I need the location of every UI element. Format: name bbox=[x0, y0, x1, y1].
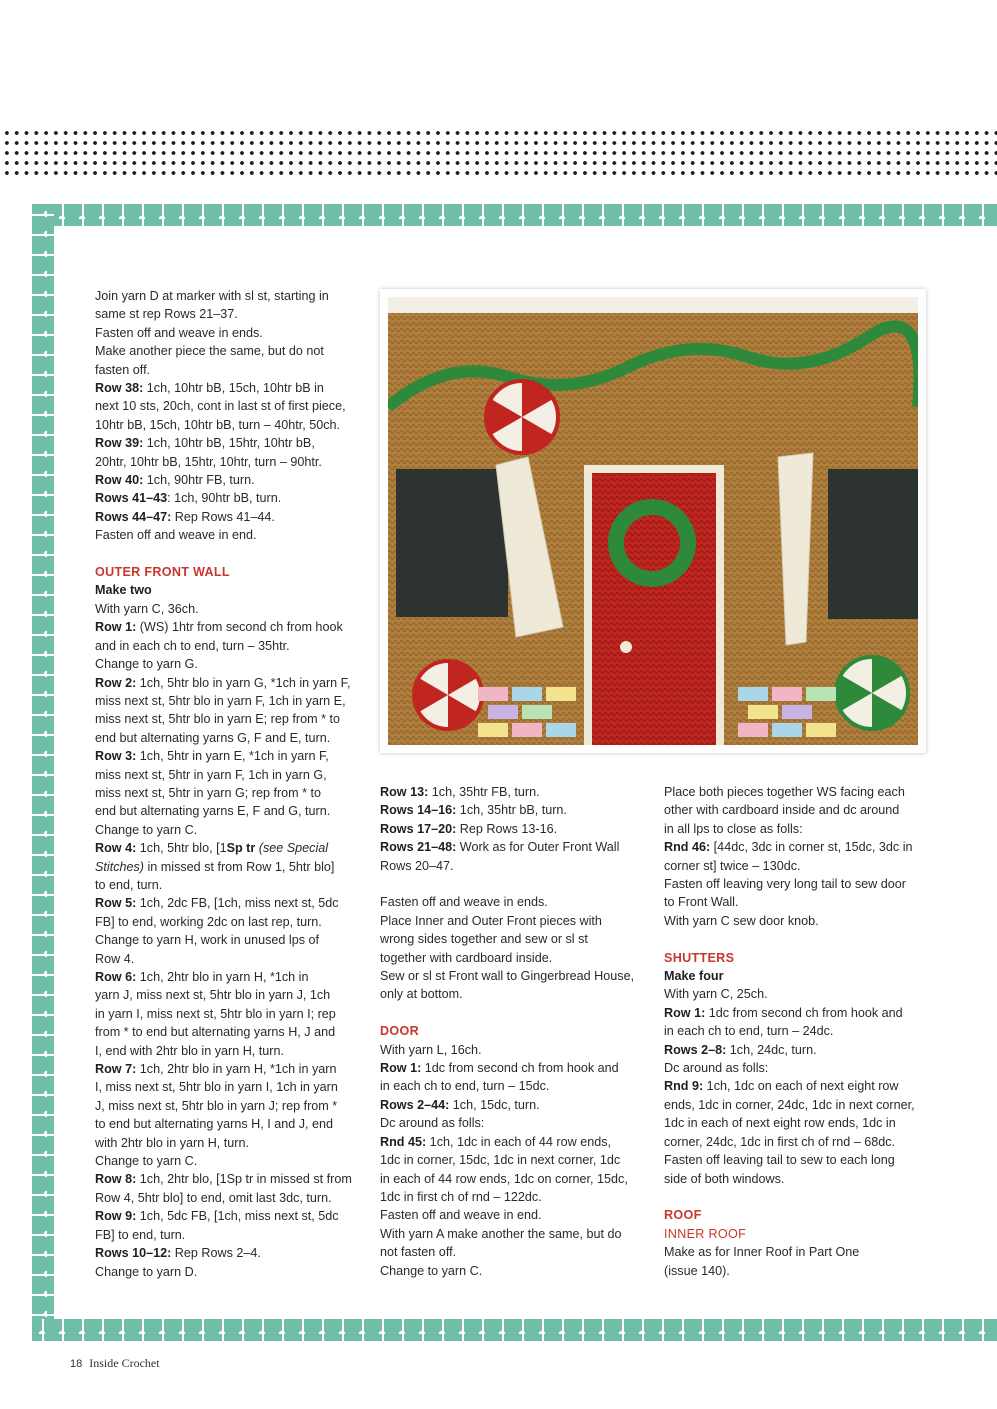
text-line: Change to yarn C. bbox=[95, 1154, 198, 1169]
row-9: Row 9: 1ch, 5dc FB, [1ch, miss next st, 5dc bbox=[95, 1209, 339, 1224]
rows-21-48: Rows 21–48: Work as for Outer Front Wall bbox=[380, 840, 620, 855]
text-line: Dc around as folls: bbox=[380, 1116, 485, 1131]
subheading: Make four bbox=[664, 969, 724, 984]
text-line: to end, turn. bbox=[95, 877, 163, 892]
door-row-1: Row 1: 1dc from second ch from hook and bbox=[380, 1061, 619, 1076]
text-line: Place both pieces together WS facing each bbox=[664, 785, 905, 799]
text-line: With yarn C, 25ch. bbox=[664, 987, 768, 1002]
text-line: 1dc in corner, 15dc, 1dc in next corner, 1dc bbox=[380, 1153, 621, 1168]
text-column-3 bbox=[664, 783, 934, 1280]
text-line: fasten off. bbox=[95, 362, 151, 377]
rows-14-16: Rows 14–16: 1ch, 35htr bB, turn. bbox=[380, 803, 567, 818]
text-line: (issue 140). bbox=[664, 1263, 730, 1278]
text-line: Fasten off leaving very long tail to sew door bbox=[664, 877, 906, 892]
text-line: With yarn C sew door knob. bbox=[664, 913, 819, 928]
text-line: Change to yarn C. bbox=[95, 822, 198, 837]
text-line: FB] to end, turn. bbox=[95, 1227, 186, 1242]
page-number: 18 bbox=[70, 1358, 83, 1370]
text-column-1 bbox=[95, 287, 365, 1281]
text-line: together with cardboard inside. bbox=[380, 950, 553, 965]
decorative-border-left bbox=[32, 204, 54, 1341]
text-line: Make another piece the same, but do not bbox=[95, 344, 324, 359]
text-line: and in each ch to end, turn – 35htr. bbox=[95, 638, 290, 653]
text-line: corner, 24dc, 1dc in first ch of rnd – 68dc. bbox=[664, 1134, 896, 1149]
section-heading-door: DOOR bbox=[380, 1024, 419, 1039]
text-line: in each of 44 row ends, 1dc on corner, 15dc, bbox=[380, 1171, 628, 1186]
door-rnd-45: Rnd 45: 1ch, 1dc in each of 44 row ends, bbox=[380, 1134, 612, 1149]
rnd-46: Rnd 46: [44dc, 3dc in corner st, 15dc, 3dc in bbox=[664, 840, 913, 855]
rows-41-43: Rows 41–43: 1ch, 90htr bB, turn. bbox=[95, 491, 282, 506]
row-39: Row 39: 1ch, 10htr bB, 15htr, 10htr bB, bbox=[95, 436, 315, 451]
text-column-2 bbox=[380, 783, 648, 1280]
text-line: in each ch to end, turn – 15dc. bbox=[380, 1079, 550, 1094]
shutter-rows-2-8: Rows 2–8: 1ch, 24dc, turn. bbox=[664, 1042, 817, 1057]
row-7: Row 7: 1ch, 2htr blo in yarn H, *1ch in yarn bbox=[95, 1062, 337, 1077]
rows-44-47: Rows 44–47: Rep Rows 41–44. bbox=[95, 509, 275, 524]
subheading: Make two bbox=[95, 583, 152, 598]
text-line: I, end with 2htr blo in yarn H, turn. bbox=[95, 1043, 284, 1058]
rows-10-12: Rows 10–12: Rep Rows 2–4. bbox=[95, 1246, 261, 1261]
text-line: Row 4. bbox=[95, 951, 135, 966]
text-line: in yarn I, miss next st, 5htr blo in yarn I; rep bbox=[95, 1006, 336, 1021]
text-line: Make as for Inner Roof in Part One bbox=[664, 1245, 860, 1260]
text-line: end but alternating yarns G, F and E, turn. bbox=[95, 730, 331, 745]
text-line: Place Inner and Outer Front pieces with bbox=[380, 913, 602, 928]
row-4: Row 4: 1ch, 5htr blo, [1Sp tr (see Special bbox=[95, 841, 329, 856]
text-line: I, miss next st, 5htr blo in yarn I, 1ch in yarn bbox=[95, 1080, 338, 1095]
shutter-row-1: Row 1: 1dc from second ch from hook and bbox=[664, 1005, 903, 1020]
crochet-house-illustration bbox=[388, 297, 918, 745]
text-line: Change to yarn D. bbox=[95, 1264, 198, 1279]
text-line: in all lps to close as folls: bbox=[664, 821, 803, 836]
text-line: only at bottom. bbox=[380, 987, 463, 1002]
text-line: to end but alternating yarns H, I and J, end bbox=[95, 1117, 334, 1132]
text-line: 10htr bB, 15ch, 10htr bB, turn – 40htr, 50ch. bbox=[95, 417, 341, 432]
row-2: Row 2: 1ch, 5htr blo in yarn G, *1ch in yarn F, bbox=[95, 675, 351, 690]
text-line: With yarn C, 36ch. bbox=[95, 601, 199, 616]
row-8: Row 8: 1ch, 2htr blo, [1Sp tr in missed st from bbox=[95, 1172, 352, 1187]
row-38: Row 38: 1ch, 10htr bB, 15ch, 10htr bB in bbox=[95, 381, 324, 396]
text-line: side of both windows. bbox=[664, 1171, 785, 1186]
dotted-header-band bbox=[0, 128, 997, 176]
text-line: With yarn L, 16ch. bbox=[380, 1042, 482, 1057]
decorative-border-top bbox=[32, 204, 997, 226]
text-line: miss next st, 5htr in yarn G; rep from * to bbox=[95, 785, 322, 800]
section-heading-roof: ROOF bbox=[664, 1208, 702, 1223]
text-line: Stitches) in missed st from Row 1, 5htr blo] bbox=[95, 859, 335, 874]
magazine-title: Inside Crochet bbox=[89, 1356, 160, 1370]
text-line: from * to end but alternating yarns H, J and bbox=[95, 1025, 336, 1040]
text-line: other with cardboard inside and dc around bbox=[664, 803, 900, 818]
text-line: miss next st, 5htr in yarn F, 1ch in yarn G, bbox=[95, 767, 327, 782]
text-line: in each ch to end, turn – 24dc. bbox=[664, 1024, 834, 1039]
text-line: Fasten off and weave in ends. bbox=[380, 895, 548, 910]
text-line: ends, 1dc in corner, 24dc, 1dc in next corner, bbox=[664, 1097, 915, 1112]
text-line: Fasten off and weave in end. bbox=[95, 528, 257, 543]
text-line: Sew or sl st Front wall to Gingerbread House, bbox=[380, 969, 635, 984]
row-3: Row 3: 1ch, 5htr in yarn E, *1ch in yarn F, bbox=[95, 749, 329, 764]
text-line: With yarn A make another the same, but do bbox=[380, 1226, 622, 1241]
section-heading-outer-front-wall: OUTER FRONT WALL bbox=[95, 565, 230, 580]
text-line: to Front Wall. bbox=[664, 895, 739, 910]
text-line: miss next st, 5htr blo in yarn E; rep from * to bbox=[95, 712, 340, 727]
text-line: corner st] twice – 130dc. bbox=[664, 858, 801, 873]
rows-17-20: Rows 17–20: Rep Rows 13-16. bbox=[380, 821, 558, 836]
text-line: 20htr, 10htr bB, 15htr, 10htr, turn – 90htr. bbox=[95, 454, 322, 469]
row-1: Row 1: (WS) 1htr from second ch from hook bbox=[95, 620, 343, 635]
row-40: Row 40: 1ch, 90htr FB, turn. bbox=[95, 473, 255, 488]
page-footer bbox=[70, 1356, 160, 1371]
text-line: 1dc in each of next eight row ends, 1dc in bbox=[664, 1116, 896, 1131]
text-line: same st rep Rows 21–37. bbox=[95, 307, 238, 322]
text-line: Change to yarn H, work in unused lps of bbox=[95, 933, 320, 948]
text-line: miss next st, 5htr blo in yarn F, 1ch in yarn E, bbox=[95, 693, 346, 708]
text-line: not fasten off. bbox=[380, 1245, 457, 1260]
text-line: Dc around as folls: bbox=[664, 1061, 769, 1076]
text-line: Join yarn D at marker with sl st, starting in bbox=[95, 289, 329, 303]
subheading-inner-roof: INNER ROOF bbox=[664, 1226, 747, 1241]
text-line: FB] to end, working 2dc on last rep, turn. bbox=[95, 914, 322, 929]
text-line: Rows 20–47. bbox=[380, 858, 454, 873]
text-line: J, miss next st, 5htr blo in yarn J; rep from * bbox=[95, 1098, 338, 1113]
decorative-border-bottom bbox=[32, 1319, 997, 1341]
row-13: Row 13: 1ch, 35htr FB, turn. bbox=[380, 785, 540, 799]
row-5: Row 5: 1ch, 2dc FB, [1ch, miss next st, 5dc bbox=[95, 896, 339, 911]
text-line: Change to yarn G. bbox=[95, 657, 198, 672]
text-line: 1dc in first ch of rnd – 122dc. bbox=[380, 1189, 542, 1204]
text-line: Fasten off and weave in end. bbox=[380, 1208, 542, 1223]
text-line: yarn J, miss next st, 5htr blo in yarn J, 1ch bbox=[95, 988, 331, 1003]
text-line: next 10 sts, 20ch, cont in last st of first piece, bbox=[95, 399, 346, 414]
text-line: Fasten off and weave in ends. bbox=[95, 325, 263, 340]
gingerbread-house-photo bbox=[380, 289, 926, 753]
text-line: Change to yarn C. bbox=[380, 1263, 483, 1278]
section-heading-shutters: SHUTTERS bbox=[664, 950, 735, 965]
text-line: Fasten off leaving tail to sew to each long bbox=[664, 1153, 895, 1168]
shutter-rnd-9: Rnd 9: 1ch, 1dc on each of next eight row bbox=[664, 1079, 899, 1094]
row-6: Row 6: 1ch, 2htr blo in yarn H, *1ch in bbox=[95, 970, 309, 985]
text-line: end but alternating yarns E, F and G, turn. bbox=[95, 804, 331, 819]
text-line: with 2htr blo in yarn H, turn. bbox=[95, 1135, 249, 1150]
door-rows-2-44: Rows 2–44: 1ch, 15dc, turn. bbox=[380, 1097, 540, 1112]
text-line: Row 4, 5htr blo] to end, omit last 3dc, turn. bbox=[95, 1190, 332, 1205]
text-line: wrong sides together and sew or sl st bbox=[380, 932, 588, 947]
